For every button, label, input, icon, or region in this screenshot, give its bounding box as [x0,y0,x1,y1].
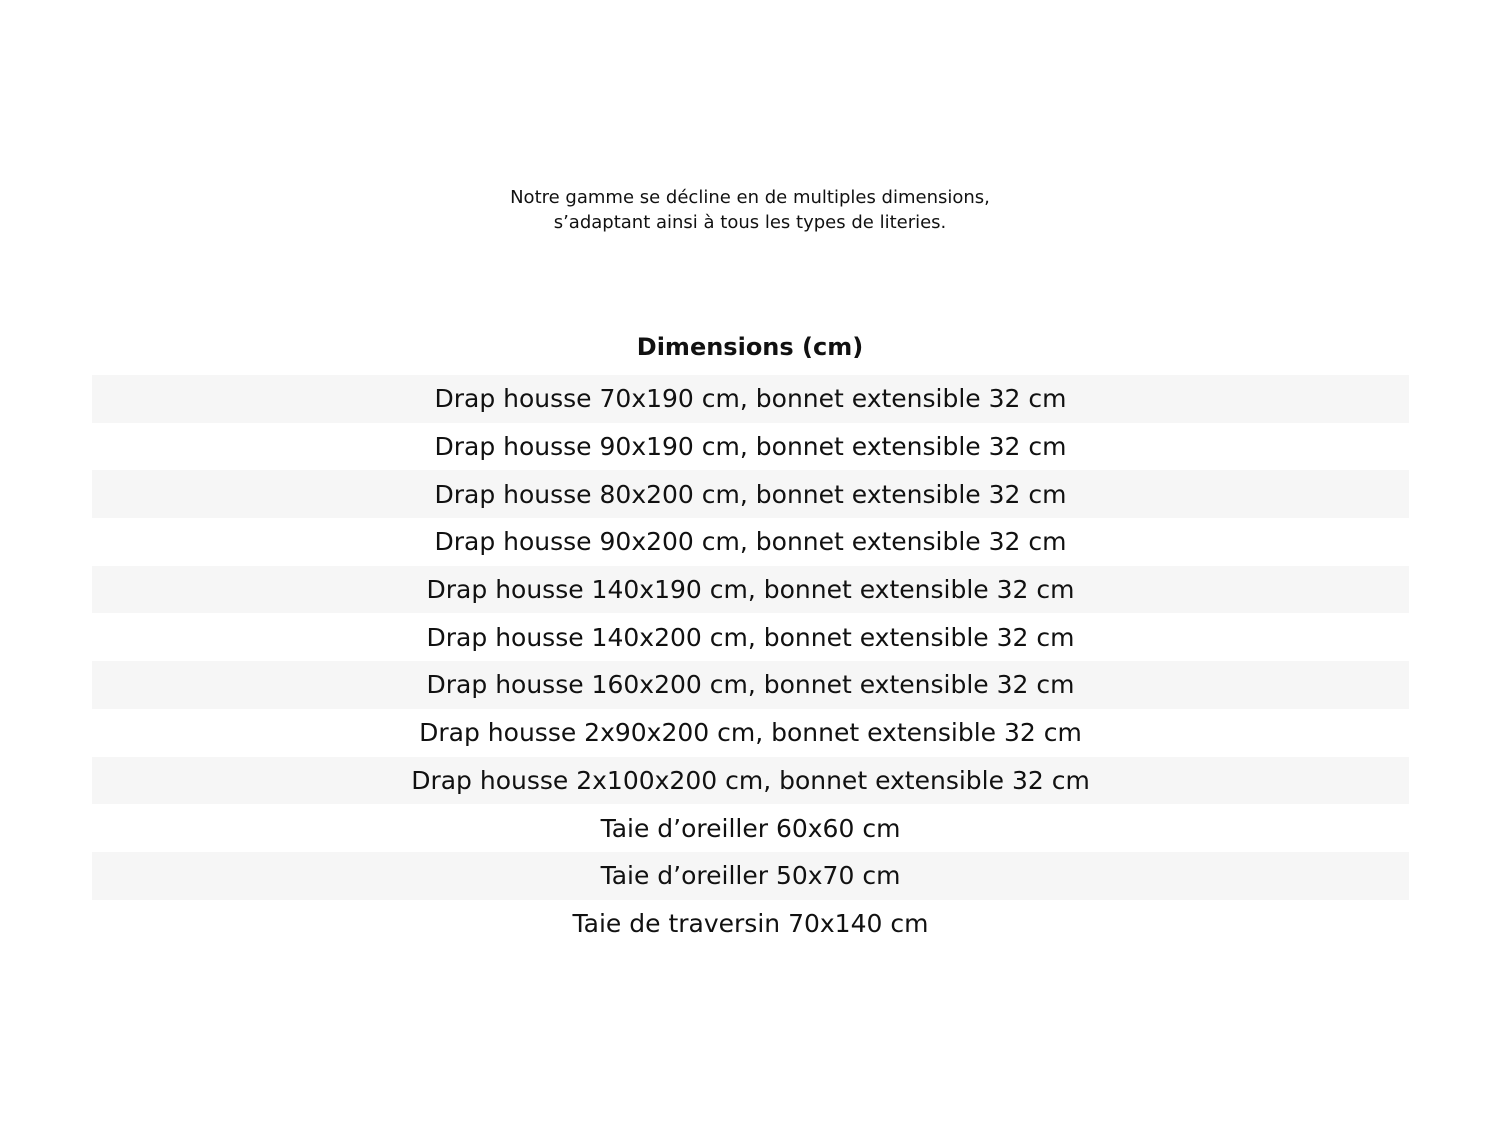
table-row: Drap housse 90x200 cm, bonnet extensible 32 cm [92,518,1409,566]
table-row: Taie de traversin 70x140 cm [92,900,1409,948]
dimensions-table [92,375,1409,947]
table-row: Drap housse 140x190 cm, bonnet extensible 32 cm [92,566,1409,614]
table-row: Drap housse 160x200 cm, bonnet extensible 32 cm [92,661,1409,709]
table-row: Drap housse 70x190 cm, bonnet extensible 32 cm [92,375,1409,423]
table-row: Taie d’oreiller 60x60 cm [92,804,1409,852]
table-row: Drap housse 2x90x200 cm, bonnet extensible 32 cm [92,709,1409,757]
table-row: Drap housse 2x100x200 cm, bonnet extensible 32 cm [92,757,1409,805]
table-row: Taie d’oreiller 50x70 cm [92,852,1409,900]
table-row: Drap housse 140x200 cm, bonnet extensible 32 cm [92,613,1409,661]
dimensions-header: Dimensions (cm) [636,333,864,361]
intro-text [0,185,1500,235]
table-row: Drap housse 90x190 cm, bonnet extensible 32 cm [92,423,1409,471]
intro-line-2: s’adaptant ainsi à tous les types de literies. [553,212,947,233]
table-row: Drap housse 80x200 cm, bonnet extensible 32 cm [92,470,1409,518]
intro-line-1: Notre gamme se décline en de multiples dimensions, [510,187,990,208]
